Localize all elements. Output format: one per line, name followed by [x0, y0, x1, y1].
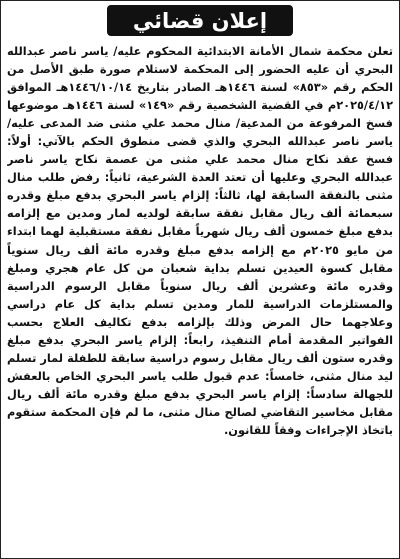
title-bar: [4, 4, 396, 37]
notice-title: إعلان قضائي: [107, 5, 293, 36]
notice-body-text: تعلن محكمة شمال الأمانة الابتدائية المحكوم عليه/ ياسر ناصر عبدالله البحري أن عليه الحضور إلى المحكمة لاستلام صورة طبق الأصل من الحكم رقم «٨٥٣» لسنة ١٤٤٦هـ الصادر بتاريخ ١٤٤٦/١٠/١٤هـ الموافق ٢٠٢٥/٤/١٢م في القضية الشخصية رقم «١٤٩» لسنة ١٤٤٦هـ موضوعها فسخ المرفوعة من المدعية/ منال محمد علي مثنى ضد المدعى عليه/ ياسر ناصر عبدالله البحري والذي قضى منطوق الحكم بالآتي: أولاً: فسخ عقد نكاح منال محمد علي مثنى من عصمة نكاح ياسر ناصر عبدالله البحري وعليها أن تعتد العدة الشرعية، ثانياً: رفض طلب منال مثنى بالنفقة السابقة لها، ثالثاً: إلزام ياسر البحري بدفع مبلغ وقدره سبعمائة ألف ريال مقابل نفقة سابقة لولديه لمار ومدين مع إلزامه بدفع مبلغ خمسون ألف ريال شهرياً مقابل نفقة مستقبلية لهما ابتداء من مايو ٢٠٢٥م مع إلزامه بدفع مبلغ وقدره مائة ألف ريال سنوياً مقابل كسوة العيدين تسلم بداية شعبان من كل عام هجري ومبلغ وقدره مائة وعشرين ألف ريال سنوياً مقابل الرسوم الدراسية والمستلزمات الدراسية للمار ومدين تسلم بداية كل عام دراسي وعلاجهما حال المرض وذلك بإلزامه بدفع تكاليف العلاج بحسب الفواتير المقدمة أمام التنفيذ، رابعاً: إلزام ياسر البحري بدفع مبلغ وقدره ستون ألف ريال مقابل رسوم دراسية سابقة للطفلة لمار تسلم ليد منال مثنى، خامساً: عدم قبول طلب ياسر البحري الخاص بالعفش للجهالة سادساً: إلزام ياسر البحري بدفع مبلغ وقدره مائة ألف ريال مقابل مخاسير التقاضي لصالح منال مثنى، ما لم فإن المحكمة ستقوم باتخاذ الإجراءات وفقاً للقانون.: [7, 44, 393, 437]
